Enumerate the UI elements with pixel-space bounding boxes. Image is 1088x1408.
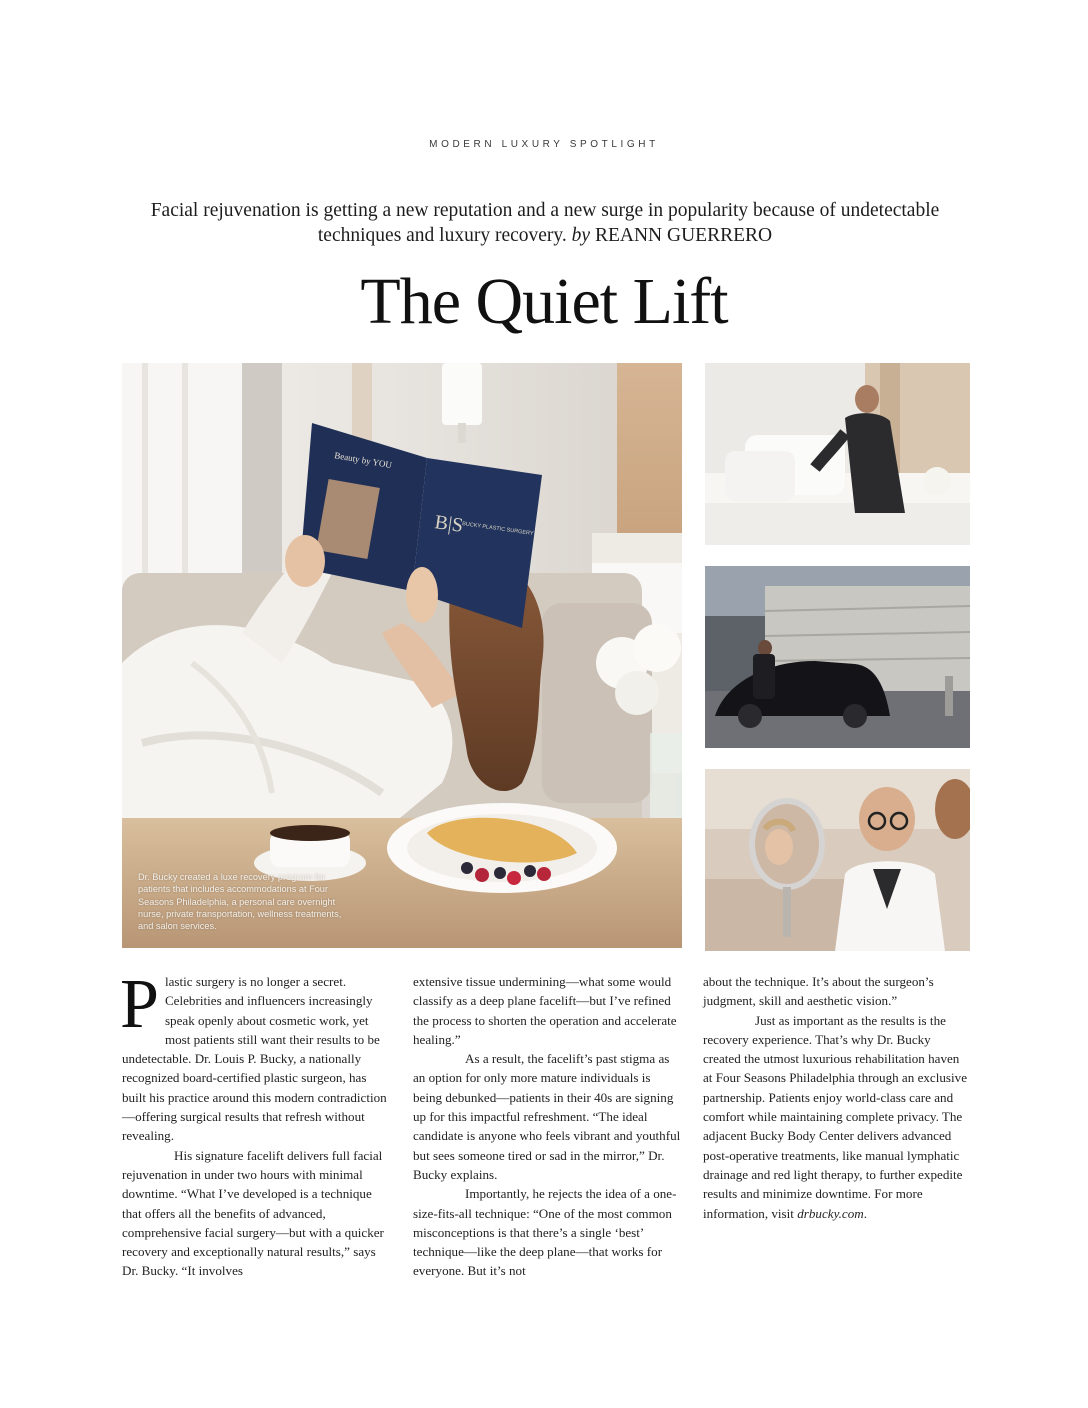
paragraph: about the technique. It’s about the surgeon’s judgment, skill and aesthetic vision.” [703, 974, 934, 1009]
photo-surgeon-consultation [705, 769, 970, 951]
byline-author: REANN GUERRERO [594, 225, 773, 246]
main-photo-illustration [122, 363, 682, 948]
photo-nurse-illustration [705, 363, 970, 545]
paragraph: His signature facelift delivers full facial rejuvenation in under two hours with minimal downtime. “What I’ve developed is a technique that offers all the benefits of advanced, comprehensive facial surgery—but with a quicker recovery and exceptionally natural results,” says Dr. Bucky. “It involves [122, 1147, 384, 1279]
photo-car-illustration [705, 566, 970, 748]
paragraph-end: . [863, 1205, 868, 1221]
paragraph-text: Just as important as the results is the recovery experience. That’s why Dr. Bucky created the utmost luxurious rehabilitation haven at Four Seasons Philadelphia through an exclusive partnership. Patients enjoy world-class care and comfort while maintaining complete privacy. The adjacent Bucky Body Center delivers advanced post-operative treatments, like manual lymphatic drainage and red light therapy, to further expedite results and minimize downtime. For more information, visit [703, 1012, 968, 1221]
paragraph [703, 1011, 969, 1223]
main-photo-woman-reading [122, 363, 682, 948]
paragraph: As a result, the facelift’s past stigma as an option for only more mature individuals is being debunked—patients in their 40s are signing up for this impactful refreshment. “The ideal candidate is anyone who feels vibrant and youthful but sees someone tired or sad in the mirror,” Dr. Bucky explains. [413, 1051, 681, 1182]
website-link[interactable]: drbucky.com [797, 1205, 864, 1221]
photo-private-transportation [705, 566, 970, 748]
article-column-1 [120, 966, 390, 1281]
deck-text: Facial rejuvenation is getting a new reputation and a new surge in popularity because of undetectable techniques and luxury recovery. [150, 200, 940, 246]
section-kicker: MODERN LUXURY SPOTLIGHT [429, 139, 659, 150]
byline-by: by [571, 225, 591, 246]
paragraph: lastic surgery is no longer a secret. Celebrities and influencers increasingly speak openly about cosmetic work, yet most patients still want their results to be undetectable. Dr. Louis P. Bucky, a nationally recognized board-certified plastic surgeon, has built his practice around this modern contradiction—offering surgical results that refresh without revealing. [122, 974, 387, 1144]
magazine-monogram: B|S [433, 511, 465, 537]
photo-surgeon-illustration [705, 769, 970, 951]
article-title: The Quiet Lift [360, 265, 728, 338]
article-column-2 [413, 972, 681, 1281]
main-photo-caption: Dr. Bucky created a luxe recovery program for patients that includes accommodations at Four Seasons Philadelphia, a personal care overnight nurse, private transportation, wellness treatments, and salon services. [138, 872, 342, 932]
magazine-cover-title: Beauty by YOU [333, 450, 393, 471]
paragraph: Importantly, he rejects the idea of a one-size-fits-all technique: “One of the most common misconceptions is that there’s a single ‘best’ technique—like the deep plane—that works for everyone. But it’s not [413, 1186, 677, 1279]
photo-nurse-bedroom [705, 363, 970, 545]
article-column-3 [703, 972, 969, 1223]
paragraph: extensive tissue undermining—what some would classify as a deep plane facelift—but I’ve refined the process to shorten the operation and accelerate healing.” [413, 974, 677, 1047]
magazine-brand: BUCKY PLASTIC SURGERY [461, 521, 534, 537]
drop-cap: P [120, 966, 159, 1043]
article-deck [150, 198, 940, 248]
